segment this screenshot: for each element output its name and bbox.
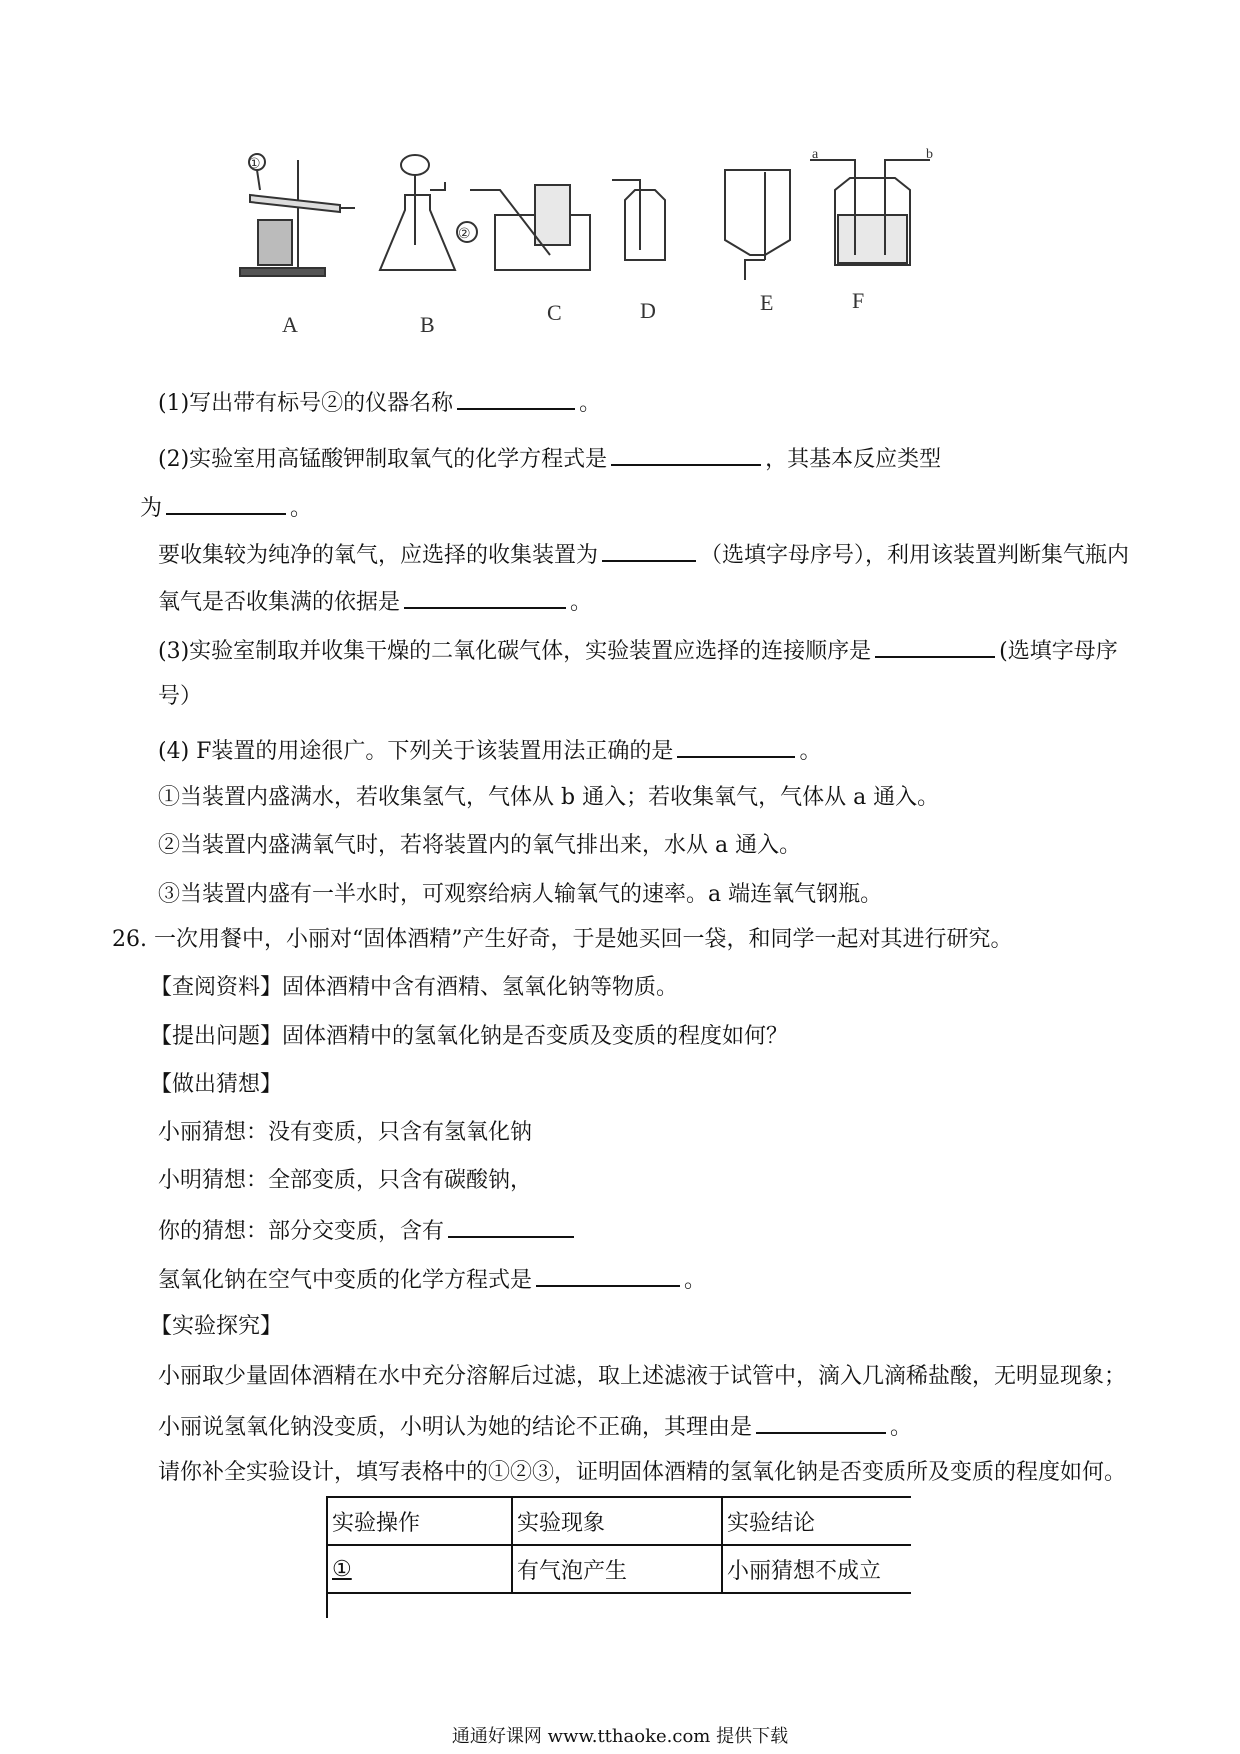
table-header-cell: 实验现象	[512, 1497, 722, 1545]
q25-option-1	[158, 783, 939, 813]
q25-option-2	[158, 831, 801, 861]
port-a-label: a	[812, 147, 819, 162]
table-cell[interactable]	[327, 1545, 512, 1593]
q25-p2	[158, 442, 941, 475]
table-cell: 有气泡产生	[512, 1545, 722, 1593]
blank-f-usage[interactable]	[677, 734, 795, 758]
label-a: A	[282, 312, 298, 337]
q26-intro	[112, 925, 1012, 955]
apparatus-f	[810, 160, 930, 265]
label-c: C	[547, 300, 562, 325]
apparatus-e	[725, 170, 790, 280]
q26-l10	[158, 1410, 912, 1443]
q26-l2	[150, 1022, 788, 1052]
table-row	[327, 1545, 911, 1593]
q25-p3-mid: （选填字母序号），利用该装置判断集气瓶内	[700, 543, 1130, 568]
q25-option-3	[158, 880, 882, 910]
blank-reason[interactable]	[756, 1410, 886, 1434]
table-cell-text: ①	[332, 1556, 352, 1582]
apparatus-b	[380, 155, 477, 270]
blank-collection-device[interactable]	[602, 538, 696, 562]
q25-option-2-text: ②当装置内盛满氧气时，若将装置内的氧气排出来，水从 a 通入。	[158, 833, 802, 858]
q25-p4	[158, 585, 592, 618]
blank-reaction-type[interactable]	[166, 491, 286, 515]
table-header-cell: 实验结论	[722, 1497, 911, 1545]
table-cell-empty	[512, 1593, 722, 1618]
q26-l11-text: 请你补全实验设计，填写表格中的①②③，证明固体酒精的氢氧化钠是否变质所及变质的程度如何。	[158, 1460, 1127, 1485]
label-d: D	[640, 298, 656, 323]
q25-p5b-text: 号）	[158, 684, 203, 709]
apparatus-figure	[240, 147, 1040, 375]
apparatus-a	[240, 154, 355, 276]
q26-l8-text: 【实验探究】	[150, 1314, 283, 1339]
blank-naoh-equation[interactable]	[536, 1263, 680, 1287]
apparatus-d	[612, 180, 665, 260]
q25-p4-end: 。	[570, 590, 593, 615]
q26-l10-end: 。	[890, 1415, 913, 1440]
blank-connection-order[interactable]	[875, 634, 995, 658]
table-row-continuation	[327, 1593, 911, 1618]
table-cell: 小丽猜想不成立	[722, 1545, 911, 1593]
q25-p2b	[140, 491, 312, 524]
table-cell-empty	[327, 1593, 512, 1618]
q26-l1	[150, 973, 678, 1003]
blank-equation-kmno4[interactable]	[611, 442, 761, 466]
label-f: F	[852, 288, 865, 313]
q25-p5b	[158, 682, 202, 712]
q26-l9	[158, 1362, 1126, 1392]
label-e: E	[760, 290, 774, 315]
label-b: B	[420, 312, 435, 337]
page-footer: 通通好课网 www.tthaoke.com 提供下载	[451, 1726, 789, 1747]
q26-l2-text: 【提出问题】固体酒精中的氢氧化钠是否变质及变质的程度如何？	[150, 1024, 789, 1049]
q26-l10-text: 小丽说氢氧化钠没变质，小明认为她的结论不正确，其理由是	[158, 1415, 753, 1440]
experiment-table	[326, 1496, 911, 1618]
apparatus-c	[470, 185, 590, 270]
port-b-label: b	[926, 147, 933, 162]
table-cell-empty	[722, 1593, 911, 1618]
q26-l8	[150, 1312, 282, 1342]
q25-option-1-text: ①当装置内盛满水，若收集氢气，气体从 b 通入；若收集氧气，气体从 a 通入。	[158, 785, 940, 810]
q26-intro-text: 26. 一次用餐中，小丽对“固体酒精”产生好奇，于是她买回一袋，和同学一起对其进行研究。	[112, 927, 1013, 952]
q26-l6	[158, 1214, 578, 1247]
q25-p1	[158, 386, 601, 419]
blank-your-guess[interactable]	[448, 1214, 574, 1238]
q26-l6-text: 你的猜想：部分交变质，含有	[158, 1219, 445, 1244]
q25-p2b-text: 为	[140, 496, 163, 521]
q26-l7-text: 氢氧化钠在空气中变质的化学方程式是	[158, 1268, 533, 1293]
q26-l7-end: 。	[684, 1268, 707, 1293]
q26-l11	[158, 1458, 1126, 1488]
q25-p2-mid: ，其基本反应类型	[765, 447, 942, 472]
blank-full-basis[interactable]	[404, 585, 566, 609]
q26-l5-text: 小明猜想：全部变质，只含有碳酸钠，	[158, 1168, 533, 1193]
q25-p4-text: 氧气是否收集满的依据是	[158, 590, 401, 615]
q25-p6-text: (4) F装置的用途很广。下列关于该装置用法正确的是	[158, 739, 674, 764]
table-header-row	[327, 1497, 911, 1545]
q26-l1-text: 【查阅资料】固体酒精中含有酒精、氢氧化钠等物质。	[150, 975, 679, 1000]
q25-p6-end: 。	[799, 739, 822, 764]
q26-l5	[158, 1166, 532, 1196]
q25-p6	[158, 734, 821, 767]
q25-p5-mid: (选填字母序	[999, 639, 1118, 664]
q26-l4	[158, 1118, 532, 1148]
q25-p1-text: (1)写出带有标号②的仪器名称	[158, 391, 454, 416]
q25-p3-text: 要收集较为纯净的氧气，应选择的收集装置为	[158, 543, 599, 568]
table-header-cell: 实验操作	[327, 1497, 512, 1545]
marker-1: ①	[248, 156, 261, 172]
q26-l9-text: 小丽取少量固体酒精在水中充分溶解后过滤，取上述滤液于试管中，滴入几滴稀盐酸，无明显现象；	[158, 1364, 1127, 1389]
apparatus-diagram	[240, 147, 1040, 375]
q25-p3	[158, 538, 1129, 571]
q26-l4-text: 小丽猜想：没有变质，只含有氢氧化钠	[158, 1120, 533, 1145]
q26-l3-text: 【做出猜想】	[150, 1072, 283, 1097]
q25-p5-text: (3)实验室制取并收集干燥的二氧化碳气体，实验装置应选择的连接顺序是	[158, 639, 872, 664]
blank-instrument[interactable]	[457, 386, 575, 410]
q25-p2b-end: 。	[290, 496, 313, 521]
q26-l3	[150, 1070, 282, 1100]
q25-p2-text: (2)实验室用高锰酸钾制取氧气的化学方程式是	[158, 447, 608, 472]
q25-option-3-text: ③当装置内盛有一半水时，可观察给病人输氧气的速率。a 端连氧气钢瓶。	[158, 882, 883, 907]
q26-l7	[158, 1263, 706, 1296]
q25-p5	[158, 634, 1118, 667]
marker-2: ②	[458, 226, 471, 242]
q25-p1-end: 。	[579, 391, 602, 416]
